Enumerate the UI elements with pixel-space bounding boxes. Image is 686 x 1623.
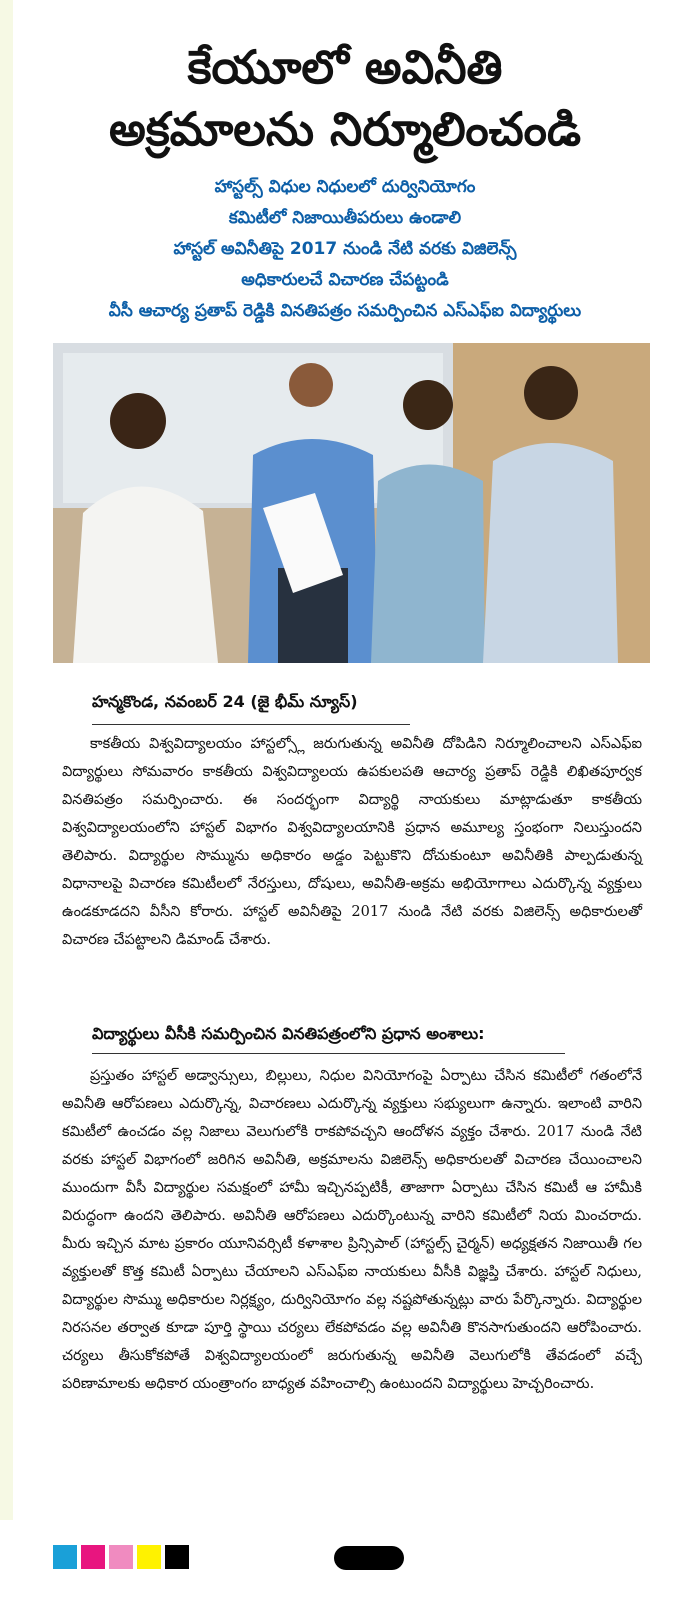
left-margin-strip [0, 0, 13, 1520]
swatch-magenta [81, 1545, 105, 1569]
news-photo [53, 343, 650, 663]
subheadlines [30, 172, 660, 327]
subheadline-5: వీసీ ఆచార్య ప్రతాప్ రెడ్డికి వినతిపత్రం సమర్పించిన ఎస్ఎఫ్ఐ విద్యార్థులు [108, 301, 582, 321]
photo-illustration [53, 343, 650, 663]
dateline-underline [92, 724, 410, 725]
swatch-cyan [53, 1545, 77, 1569]
article-paragraph-1: కాకతీయ విశ్వవిద్యాలయం హాస్టల్స్లో జరుగుతున్న అవినీతి దోపిడిని నిర్మూలించాలని ఎస్ఎఫ్ఐ విద్యార్థులు సోమవారం కాకతీయ విశ్వవిద్యాలయ ఉపకులపతి ఆచార్య ప్రతాప్ రెడ్డికి లిఖితపూర్వక వినతిపత్రం సమర్పించారు. ఈ సందర్భంగా విద్యార్థి నాయకులు మాట్లాడుతూ కాకతీయ విశ్వవిద్యాలయంలోని హాస్టల్ విభాగం విశ్వవిద్యాలయానికి ప్రధాన అమూల్య స్తంభంగా నిలుస్తుందని తెలిపారు. విద్యార్థుల సొమ్మును అధికారం అడ్డం పెట్టుకొని దోచుకుంటూ అవినీతికి పాల్పడుతున్న విధానాలపై విచారణ కమిటీలలో నేరస్తులు, దోషులు, అవినీతి-అక్రమ అభియోగాలు ఎదుర్కొన్న వ్యక్తులు ఉండకూడదని వీసీని కోరారు. హాస్టల్ అవినీతిపై 2017 నుండి నేటి వరకు విజిలెన్స్ అధికారులతో విచారణ చేపట్టాలని డిమాండ్ చేశారు. [62, 736, 642, 948]
section-subheading-underline [92, 1053, 565, 1054]
registration-pill-mark [334, 1546, 404, 1570]
section-subheading: విద్యార్థులు వీసీకి సమర్పించిన వినతిపత్రంలోని ప్రధాన అంశాలు: [92, 1024, 485, 1043]
swatch-black [165, 1545, 189, 1569]
headline-line-2: అక్రమాలను నిర్మూలించండి [108, 102, 582, 156]
swatch-yellow [137, 1545, 161, 1569]
subheadline-3: హాస్టల్ అవినీతిపై 2017 నుండి నేటి వరకు విజిలెన్స్ [173, 239, 517, 259]
color-registration-swatches [53, 1545, 193, 1569]
swatch-pink [109, 1545, 133, 1569]
subheadline-1: హాస్టల్స్ విధుల నిధులలో దుర్వినియోగం [214, 177, 476, 197]
subheadline-2: కమిటీలో నిజాయితీపరులు ఉండాలి [228, 208, 462, 228]
dateline: హన్మకొండ, నవంబర్ 24 (జై భీమ్ న్యూస్) [92, 692, 358, 711]
headline [30, 36, 660, 160]
article-paragraph-2: ప్రస్తుతం హాస్టల్ అడ్వాన్సులు, బిల్లులు, నిధుల వినియోగంపై ఏర్పాటు చేసిన కమిటీలో గతంలోనే అవినీతి ఆరోపణలు ఎదుర్కొన్న, విచారణలు ఎదుర్కొన్న వ్యక్తులు సభ్యులుగా ఉన్నారు. ఇలాంటి వారిని కమిటీలో ఉంచడం వల్ల నిజాలు వెలుగులోకి రాకపోవచ్చని ఆందోళన వ్యక్తం చేశారు. 2017 నుండి నేటి వరకు హాస్టల్ విభాగంలో జరిగిన అవినీతి, అక్రమాలను విజిలెన్స్ అధికారులతో విచారణ చేయించాలని ముందుగా వీసీ విద్యార్థుల సమక్షంలో హామీ ఇచ్చినప్పటికీ, తాజాగా ఏర్పాటు చేసిన కమిటీ ఆ హామీకి విరుద్ధంగా ఉందని తెలిపారు. అవినీతి ఆరోపణలు ఎదుర్కొంటున్న వారిని కమిటీలో నియ మించరాదు. మీరు ఇచ్చిన మాట ప్రకారం యూనివర్సిటీ కళాశాల ప్రిన్సిపాల్ (హాస్టల్స్ చైర్మన్) అధ్యక్షతన నిజాయితీ గల వ్యక్తులతో కొత్త కమిటీ ఏర్పాటు చేయాలని ఎస్ఎఫ్ఐ నాయకులు వీసీకి విజ్ఞప్తి చేశారు. హాస్టల్ నిధులు, విద్యార్థుల సొమ్ము అధికారుల నిర్లక్ష్యం, దుర్వినియోగం వల్ల నష్టపోతున్నట్లు వారు పేర్కొన్నారు. విద్యార్థుల నిరసనల తర్వాత కూడా పూర్తి స్థాయి చర్యలు లేకపోవడం వల్ల అవినీతి కొనసాగుతుందని ఆరోపించారు. చర్యలు తీసుకోకపోతే విశ్వవిద్యాలయంలో జరుగుతున్న అవినీతి వెలుగులోకి తేవడంలో వచ్చే పరిణామాలకు అధికార యంత్రాంగం బాధ్యత వహించాల్సి ఉంటుందని విద్యార్థులు హెచ్చరించారు. [62, 1068, 642, 1392]
subheadline-4: అధికారులచే విచారణ చేపట్టండి [241, 270, 449, 290]
headline-line-1: కేయూలో అవినీతి [187, 40, 503, 94]
